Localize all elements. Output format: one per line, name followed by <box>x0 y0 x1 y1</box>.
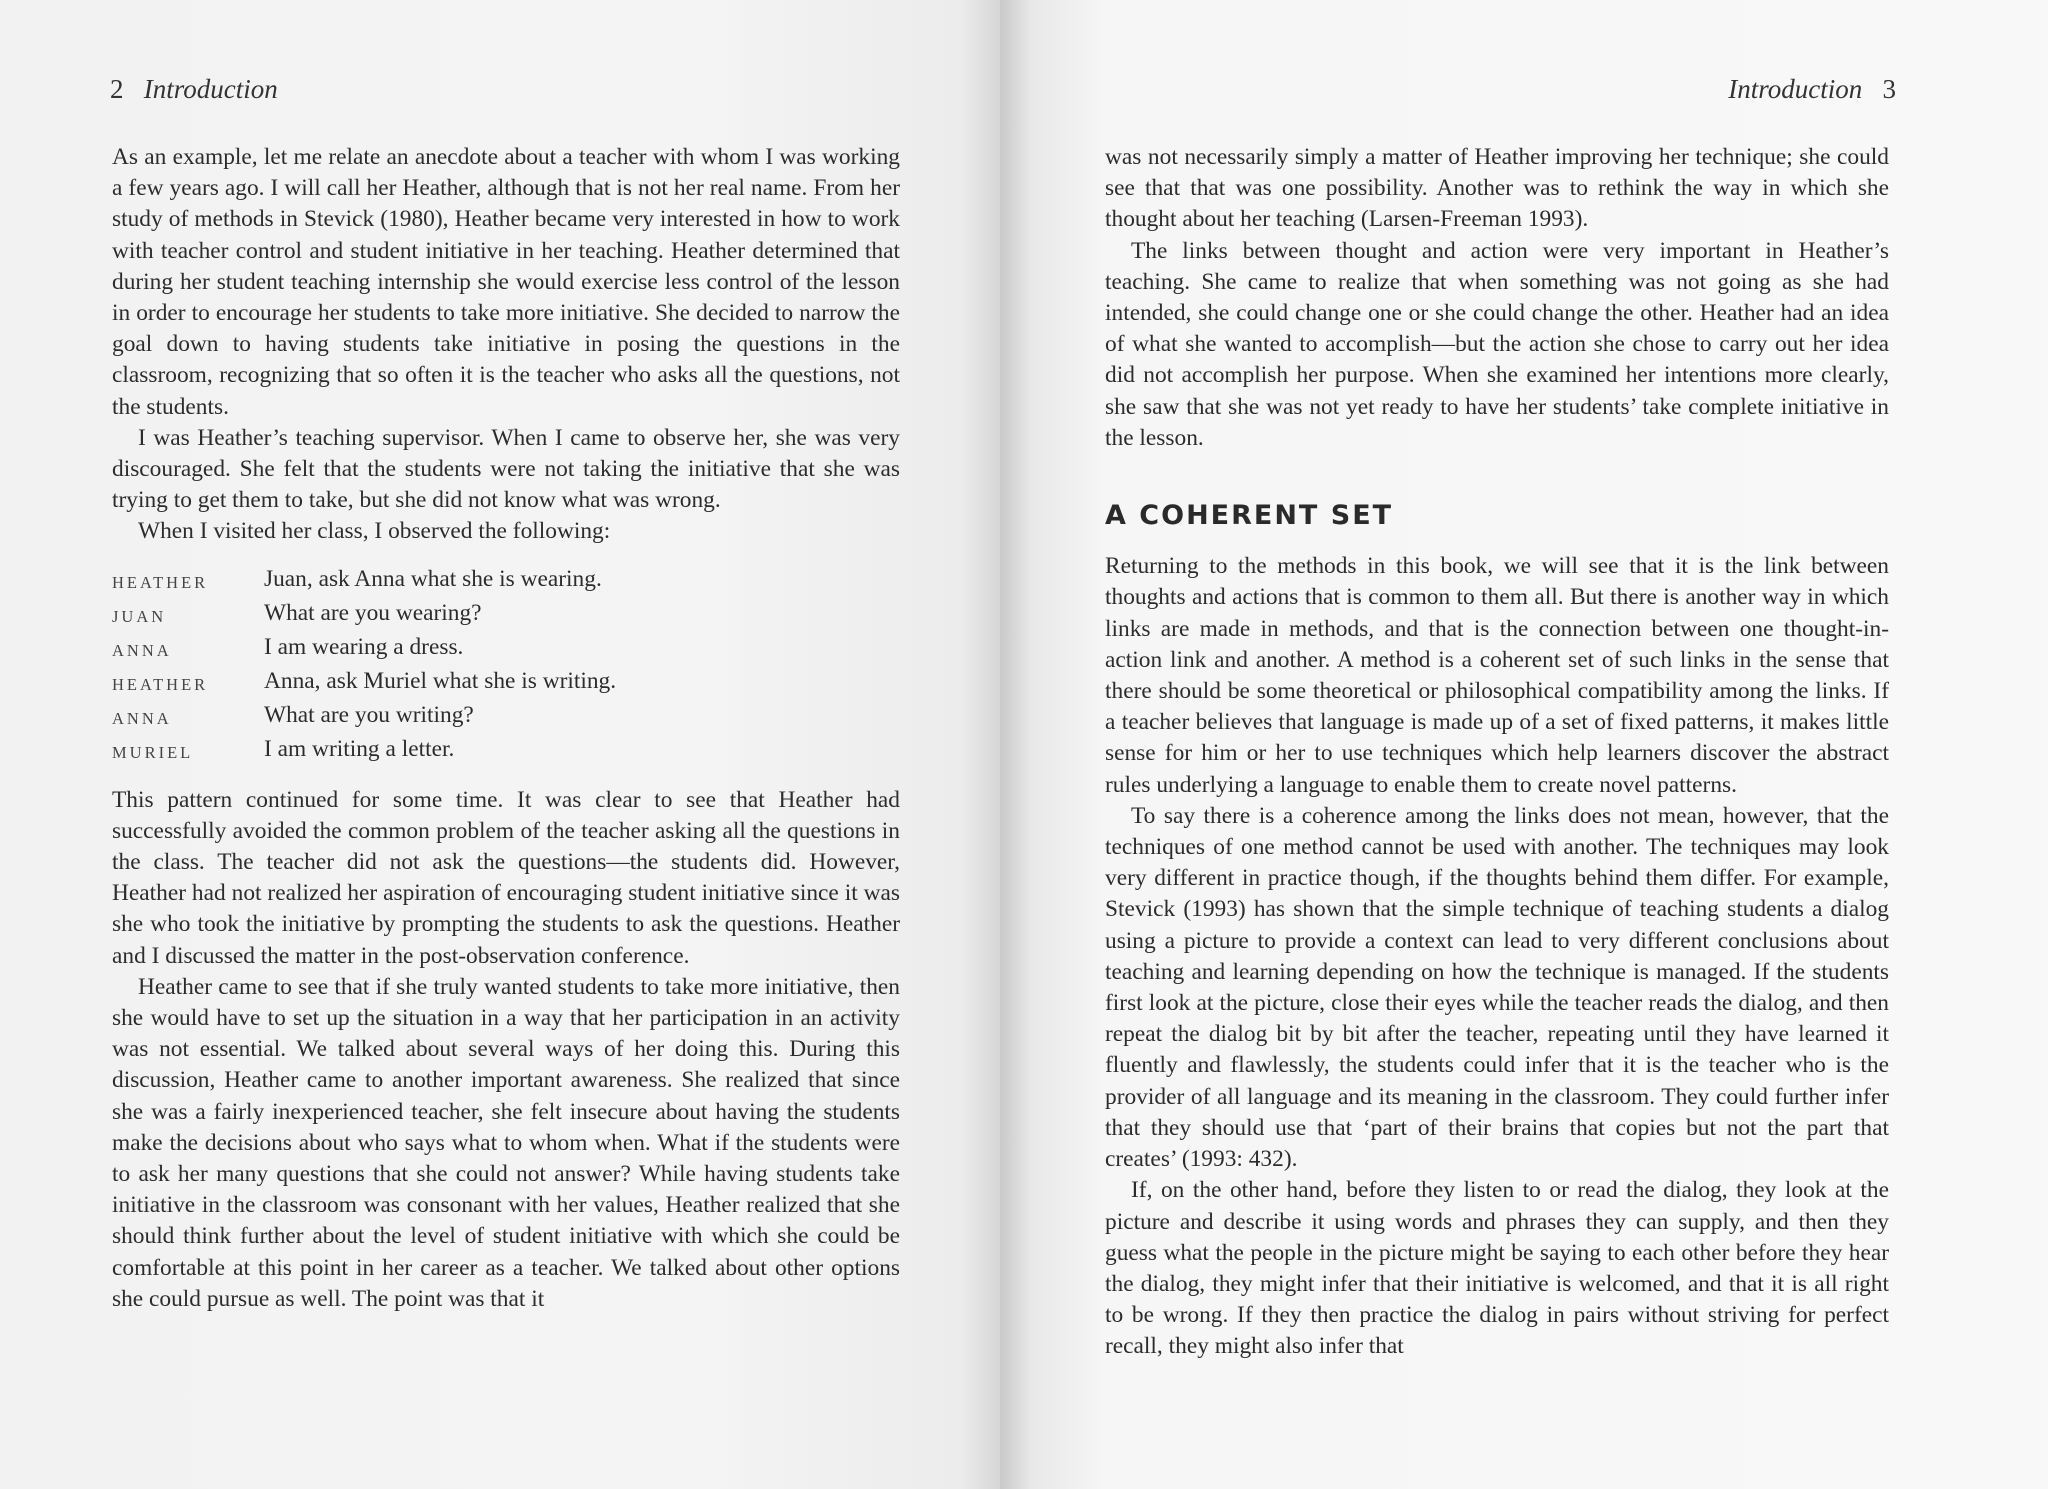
dialog-line: What are you writing? <box>264 701 474 728</box>
dialog-row <box>112 700 900 734</box>
paragraph: Heather came to see that if she truly wanted students to take more initiative, then she would have to set up the situation in a way that her participation in an activity was not essential. We talked about several ways of her doing this. During this discussion, Heather came to another important awareness. She realized that since she was a fairly inexperienced teacher, she felt insecure about having the students make the decisions about who says what to whom when. What if the students were to ask her many questions that she could not answer? While having students take initiative in the classroom was consonant with her values, Heather realized that she should think further about the level of student initiative with which she could be comfortable at this point in her career as a teacher. We talked about other options she could pursue as well. The point was that it <box>112 973 900 1312</box>
paragraph: To say there is a coherence among the links does not mean, however, that the techniques of one method cannot be used with another. The techniques may look very different in practice though, if the thoughts behind them differ. For example, Stevick (1993) has shown that the simple technique of teaching students a dialog using a picture to provide a context can lead to very different conclusions about teaching and learning depending on how the technique is managed. If the students first look at the picture, close their eyes while the teacher reads the dialog, and then repeat the dialog bit by bit after the teacher, repeating until they have learned it fluently and flawlessly, the students could infer that it is the teacher who is the provider of all language and its meaning in the classroom. They could further infer that they should use that ‘part of their brains that copies but not the part that creates’ (1993: 432). <box>1105 802 1889 1173</box>
paragraph: This pattern continued for some time. It was clear to see that Heather had successfully avoided the common problem of the teacher asking all the questions in the class. The teacher did not ask the questions—the students did. However, Heather had not realized her aspiration of encouraging student initiative since it was she who took the initiative by prompting the students to ask the questions. Heather and I discussed the matter in the post-observation conference. <box>112 786 900 969</box>
dialog-speaker: MURIEL <box>112 742 194 762</box>
dialog-row <box>112 666 900 700</box>
paragraph: I was Heather’s teaching supervisor. When I came to observe her, she was very discouraged. She felt that the students were not taking the initiative that she was trying to get them to take, but she did not know what was wrong. <box>112 424 900 514</box>
dialog-line: I am wearing a dress. <box>264 633 464 660</box>
dialog-speaker: HEATHER <box>112 572 209 592</box>
right-running-head <box>1728 74 1896 105</box>
classroom-dialog <box>112 564 900 768</box>
paragraph: was not necessarily simply a matter of Heather improving her technique; she could see that that was one possibility. Another was to rethink the way in which she thought about her teaching (Larsen-Freeman 1993). <box>1105 144 1889 233</box>
page-number: 3 <box>1882 74 1896 104</box>
right-page-body <box>1105 142 1889 1363</box>
left-page <box>0 0 1000 1489</box>
dialog-row <box>112 734 900 768</box>
paragraph: The links between thought and action were very important in Heather’s teaching. She came to realize that when something was not going as she had intended, she could change one or she could change the other. Heather had an idea of what she wanted to accomplish—but the action she chose to carry out her idea did not accomplish her purpose. When she examined her intentions more clearly, she saw that she was not yet ready to have her students’ take complete initiative in the lesson. <box>1105 237 1889 451</box>
dialog-speaker: ANNA <box>112 708 172 728</box>
dialog-speaker: JUAN <box>112 606 167 626</box>
paragraph: As an example, let me relate an anecdote about a teacher with whom I was working a few years ago. I will call her Heather, although that is not her real name. From her study of methods in Stevick (1980), Heather became very interested in how to work with teacher control and student initiative in her teaching. Heather determined that during her student teaching internship she would exercise less control of the lesson in order to encourage her students to take more initiative. She decided to narrow the goal down to having students take initiative in posing the questions in the classroom, recognizing that so often it is the teacher who asks all the questions, not the students. <box>112 144 900 420</box>
dialog-row <box>112 632 900 666</box>
dialog-line: What are you wearing? <box>264 599 482 626</box>
dialog-speaker: HEATHER <box>112 674 209 694</box>
right-page <box>1000 0 2048 1489</box>
section-heading: A COHERENT SET <box>1105 500 1394 532</box>
left-running-head <box>110 74 278 105</box>
left-page-body <box>112 142 900 1315</box>
paragraph: Returning to the methods in this book, we will see that it is the link between thoughts and actions that is common to them all. But there is another way in which links are made in methods, and that is the connection between one thought-in-action link and another. A method is a coherent set of such links in the sense that there should be some theoretical or philosophical compatibility among the links. If a teacher believes that language is made up of a set of fixed patterns, it makes little sense for him or her to use techniques which help learners discover the abstract rules underlying a language to enable them to create novel patterns. <box>1105 553 1889 798</box>
running-head-title: Introduction <box>1728 74 1863 104</box>
paragraph: When I visited her class, I observed the following: <box>138 518 611 545</box>
dialog-line: Anna, ask Muriel what she is writing. <box>264 667 617 694</box>
page-number: 2 <box>110 74 124 104</box>
running-head-title: Introduction <box>143 74 278 104</box>
dialog-line: Juan, ask Anna what she is wearing. <box>264 565 602 592</box>
dialog-speaker: ANNA <box>112 640 172 660</box>
dialog-line: I am writing a letter. <box>264 735 455 762</box>
dialog-row <box>112 598 900 632</box>
paragraph: If, on the other hand, before they listen to or read the dialog, they look at the picture and describe it using words and phrases they can supply, and then they guess what the people in the picture might be saying to each other before they hear the dialog, they might infer that their initiative is welcomed, and that it is all right to be wrong. If they then practice the dialog in pairs without striving for perfect recall, they might also infer that <box>1105 1177 1889 1360</box>
dialog-row <box>112 564 900 598</box>
